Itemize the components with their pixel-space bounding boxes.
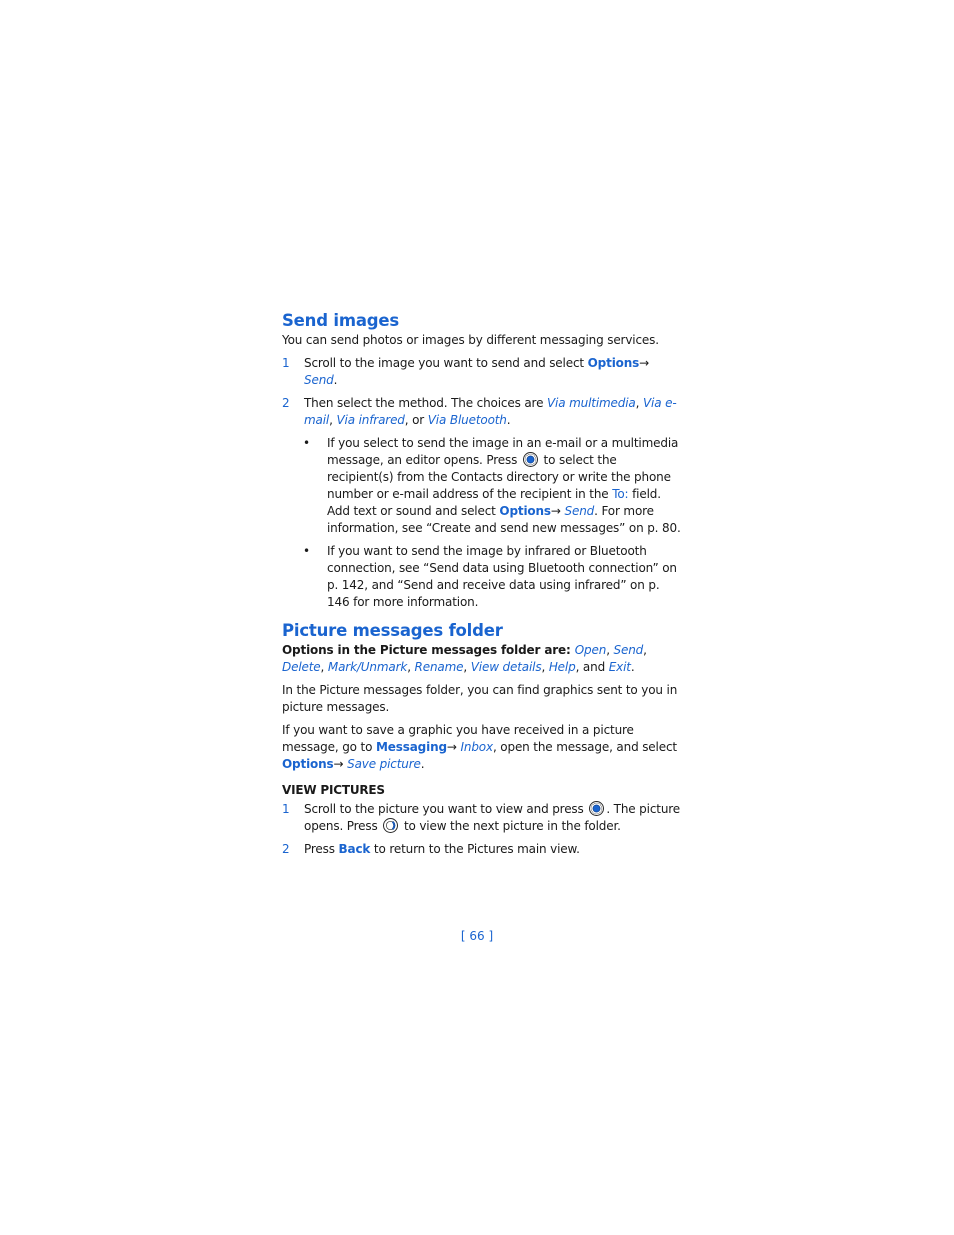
- step-number: 2: [282, 842, 290, 856]
- send-images-step-2: 2 Then select the method. The choices are Via multimedia, Via e-mail, Via infrared, or Via Bluetooth.: [282, 396, 677, 427]
- bullet-dot: •: [303, 544, 310, 558]
- view-details-option: View details: [470, 660, 542, 674]
- inbox-menu-item: Inbox: [460, 740, 493, 754]
- step-number: 1: [282, 802, 290, 816]
- arrow: →: [639, 356, 650, 370]
- options-softkey: Options: [587, 356, 640, 370]
- mark-unmark-option: Mark/Unmark: [327, 660, 408, 674]
- page-number: [ 66 ]: [460, 929, 494, 943]
- arrow: →: [446, 740, 461, 754]
- joystick-right-icon: [383, 818, 398, 833]
- send-option: Send: [613, 643, 644, 657]
- via-bluetooth-option: Via Bluetooth: [427, 413, 507, 427]
- to-field-label: To:: [612, 487, 629, 501]
- send-images-step-1: 1 Scroll to the image you want to send and select Options→ Send.: [282, 356, 650, 387]
- picture-folder-para-1: In the Picture messages folder, you can find graphics sent to you in picture messages.: [282, 683, 678, 714]
- options-softkey: Options: [282, 757, 334, 771]
- send-images-intro: You can send photos or images by different messaging services.: [282, 333, 659, 347]
- exit-option: Exit: [608, 660, 631, 674]
- options-softkey: Options: [499, 504, 551, 518]
- delete-option: Delete: [282, 660, 321, 674]
- joystick-press-icon: [589, 801, 604, 816]
- view-pictures-step-2: 2 Press Back to return to the Pictures main view.: [282, 842, 580, 856]
- rename-option: Rename: [414, 660, 464, 674]
- picture-folder-options-line: Options in the Picture messages folder are: Open, Send, Delete, Mark/Unmark, Rename, View details, Help, and Exit.: [282, 643, 647, 674]
- page-content: [282, 310, 682, 858]
- help-option: Help: [548, 660, 576, 674]
- via-email-option: Via e-mail: [304, 396, 677, 427]
- bullet-dot: •: [303, 436, 310, 450]
- send-menu-item: Send: [304, 373, 334, 387]
- picture-folder-para-2: If you want to save a graphic you have received in a picture message, go to Messaging→ Inbox, open the message, and select Options→ Save picture.: [282, 723, 677, 771]
- save-picture-menu-item: Save picture: [347, 757, 421, 771]
- send-images-bullet-2: • If you want to send the image by infrared or Bluetooth connection, see “Send data using Bluetooth connection” on p. 142, and “Send and receive data using infrared” on p. 146 for more information.: [303, 544, 677, 609]
- arrow: →: [550, 504, 565, 518]
- step-number: 1: [282, 356, 290, 370]
- section-heading-picture-messages-folder: Picture messages folder: [282, 621, 503, 640]
- via-multimedia-option: Via multimedia: [546, 396, 636, 410]
- send-menu-item: Send: [564, 504, 595, 518]
- messaging-menu: Messaging: [375, 740, 447, 754]
- subheading-view-pictures: VIEW PICTURES: [282, 783, 385, 797]
- back-softkey: Back: [338, 842, 371, 856]
- via-infrared-option: Via infrared: [336, 413, 405, 427]
- open-option: Open: [574, 643, 607, 657]
- send-images-bullet-1: • If you select to send the image in an e-mail or a multimedia message, an editor opens. Press to select the recipient(s) from the Contacts directory or write the phone number or e-mail address of the recipient in the To: field. Add text or sound and select Options→ Send. For more information, see “Create and send new messages” on p. 80.: [303, 436, 681, 535]
- joystick-press-icon: [523, 452, 538, 467]
- section-heading-send-images: Send images: [282, 311, 399, 330]
- arrow: →: [333, 757, 348, 771]
- step-number: 2: [282, 396, 290, 410]
- view-pictures-step-1: 1 Scroll to the picture you want to view and press . The picture opens. Press to view the next picture in the folder.: [282, 802, 681, 833]
